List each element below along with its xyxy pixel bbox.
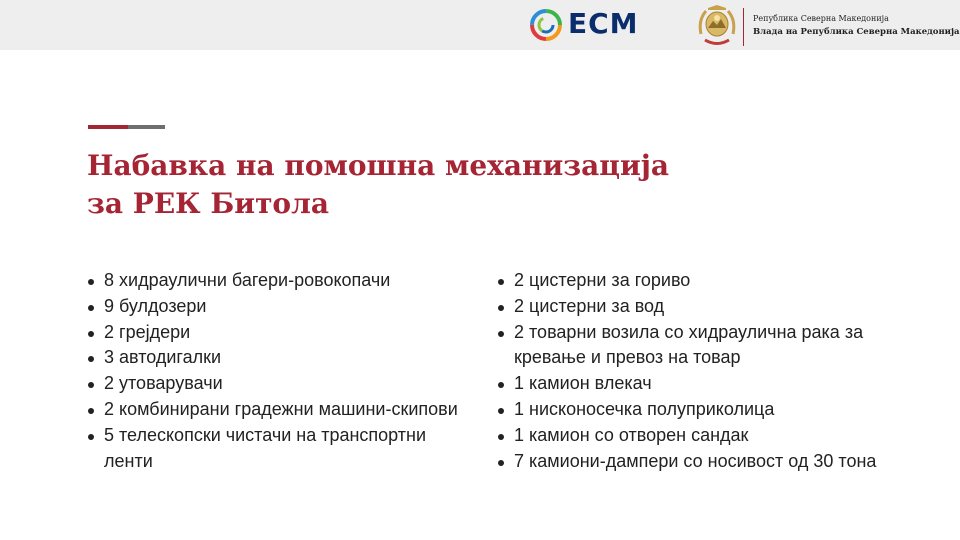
- ecm-logo: [528, 6, 668, 44]
- list-item: 2 цистерни за вод: [498, 294, 878, 320]
- slide-title-line2: за РЕК Битола: [87, 187, 329, 220]
- bullet-icon: [88, 305, 94, 311]
- equipment-list-right: [498, 268, 878, 474]
- government-name-line2: Влада на Република Северна Македонија: [753, 27, 960, 37]
- list-item: 2 грејдери: [88, 320, 458, 346]
- bullet-icon: [498, 279, 504, 285]
- government-logo: [696, 4, 960, 48]
- bullet-icon: [88, 382, 94, 388]
- bullet-icon: [88, 331, 94, 337]
- equipment-list-left: [88, 268, 458, 474]
- bullet-icon: [88, 408, 94, 414]
- ecm-logo-text: ECM: [568, 7, 639, 40]
- bullet-icon: [498, 460, 504, 466]
- bullet-icon: [498, 408, 504, 414]
- list-item: 9 булдозери: [88, 294, 458, 320]
- list-item: 5 телескопски чистачи на транспортни ленти: [88, 423, 458, 475]
- bullet-icon: [498, 305, 504, 311]
- list-item: 1 камион со отворен сандак: [498, 423, 878, 449]
- list-item: 7 камиони-дампери со носивост од 30 тона: [498, 449, 878, 475]
- coat-of-arms-icon: [696, 4, 738, 48]
- slide-title-line1: Набавка на помошна механизација: [87, 149, 669, 182]
- bullet-icon: [88, 356, 94, 362]
- list-item: 8 хидраулични багери-ровокопачи: [88, 268, 458, 294]
- list-item: 2 комбинирани градежни машини-скипови: [88, 397, 458, 423]
- bullet-icon: [88, 279, 94, 285]
- bullet-icon: [88, 434, 94, 440]
- title-accent-red: [88, 125, 128, 129]
- government-name-line1: Република Северна Македонија: [753, 14, 889, 23]
- ecm-swirl-icon: [528, 6, 564, 44]
- government-logo-divider: [743, 8, 744, 46]
- slide-title: [87, 147, 669, 223]
- list-item: 1 нисконосечка полуприколица: [498, 397, 878, 423]
- list-item: 2 товарни возила со хидраулична рака за кревање и превоз на товар: [498, 320, 878, 372]
- list-item: 1 камион влекач: [498, 371, 878, 397]
- list-item: 2 цистерни за гориво: [498, 268, 878, 294]
- list-item: 3 автодигалки: [88, 345, 458, 371]
- bullet-icon: [498, 382, 504, 388]
- title-accent-grey: [128, 125, 165, 129]
- list-item: 2 утоварувачи: [88, 371, 458, 397]
- header-bar: [0, 0, 960, 50]
- bullet-icon: [498, 331, 504, 337]
- bullet-icon: [498, 434, 504, 440]
